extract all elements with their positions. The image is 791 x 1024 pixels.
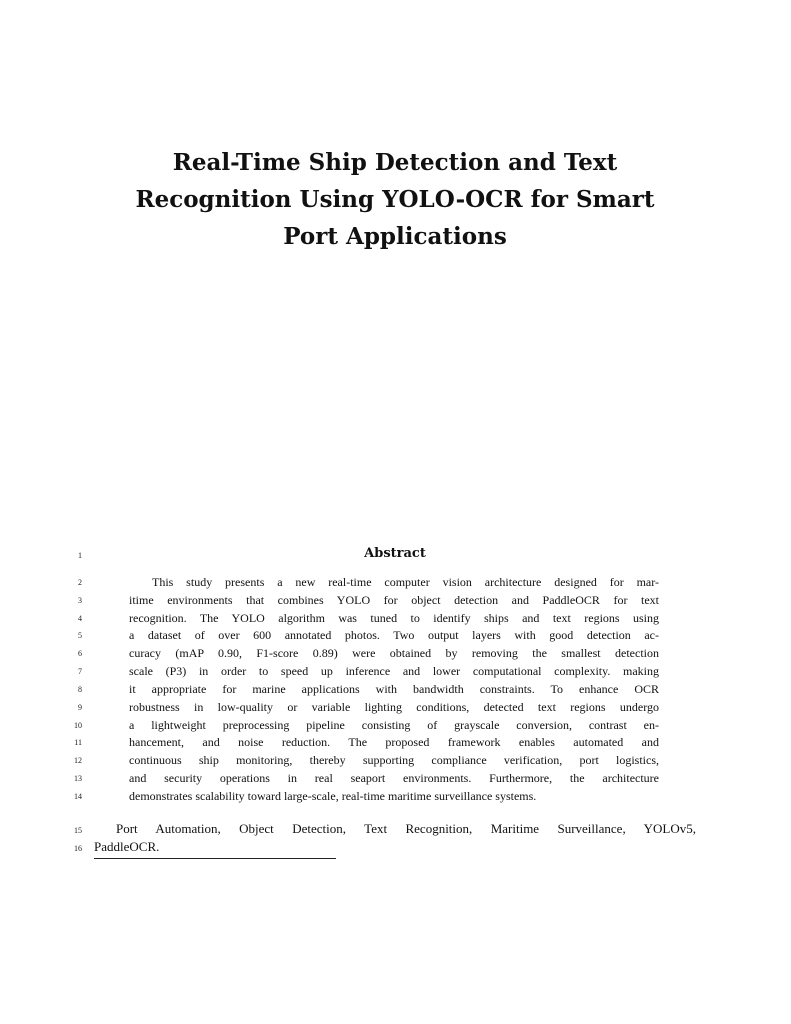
footnote-rule (94, 858, 336, 859)
line-number: 2 (78, 578, 82, 587)
title-line: Recognition Using YOLO-OCR for Smart (135, 186, 655, 213)
line-number: 5 (78, 631, 82, 640)
line-number: 8 (78, 685, 82, 694)
line-number: 4 (78, 614, 82, 623)
abstract-line: hancement, and noise reduction. The proposed framework enables automated and (129, 735, 659, 749)
keywords-line: PaddleOCR. (94, 839, 160, 854)
line-number: 14 (74, 792, 82, 801)
line-number: 9 (78, 703, 82, 712)
abstract-line: scale (P3) in order to speed up inference and lower computational complexity. making (129, 664, 659, 678)
line-number: 3 (78, 596, 82, 605)
title-line: Port Applications (283, 223, 507, 250)
abstract-line: a dataset of over 600 annotated photos. Two output layers with good detection ac- (129, 628, 659, 642)
keywords-line: Port Automation, Object Detection, Text Recognition, Maritime Surveillance, YOLOv5, (116, 821, 696, 836)
abstract-line: This study presents a new real-time computer vision architecture designed for mar- (152, 575, 659, 589)
title-line: Real-Time Ship Detection and Text (172, 149, 618, 176)
abstract-line: robustness in low-quality or variable lighting conditions, detected text regions undergo (129, 700, 659, 714)
line-number: 1 (78, 551, 82, 560)
line-number: 7 (78, 667, 82, 676)
line-number: 16 (74, 844, 82, 853)
abstract-line: curacy (mAP 0.90, F1-score 0.89) were obtained by removing the smallest detection (129, 646, 659, 660)
abstract-line: and security operations in real seaport environments. Furthermore, the architecture (129, 771, 659, 785)
abstract-line: continuous ship monitoring, thereby supporting compliance verification, port logistics, (129, 753, 659, 767)
abstract-line: itime environments that combines YOLO for object detection and PaddleOCR for text (129, 593, 659, 607)
line-number: 12 (74, 756, 82, 765)
abstract-heading: Abstract (364, 546, 426, 561)
paper-title (95, 144, 695, 255)
line-number: 6 (78, 649, 82, 658)
line-number: 11 (74, 738, 82, 747)
abstract-line: demonstrates scalability toward large-scale, real-time maritime surveillance systems. (129, 789, 537, 803)
abstract-line: it appropriate for marine applications with bandwidth constraints. To enhance OCR (129, 682, 659, 696)
line-number: 15 (74, 826, 82, 835)
line-number: 13 (74, 774, 82, 783)
abstract-line: recognition. The YOLO algorithm was tuned to identify ships and text regions using (129, 611, 659, 625)
abstract-line: a lightweight preprocessing pipeline consisting of grayscale conversion, contrast en- (129, 718, 659, 732)
line-number: 10 (74, 721, 82, 730)
